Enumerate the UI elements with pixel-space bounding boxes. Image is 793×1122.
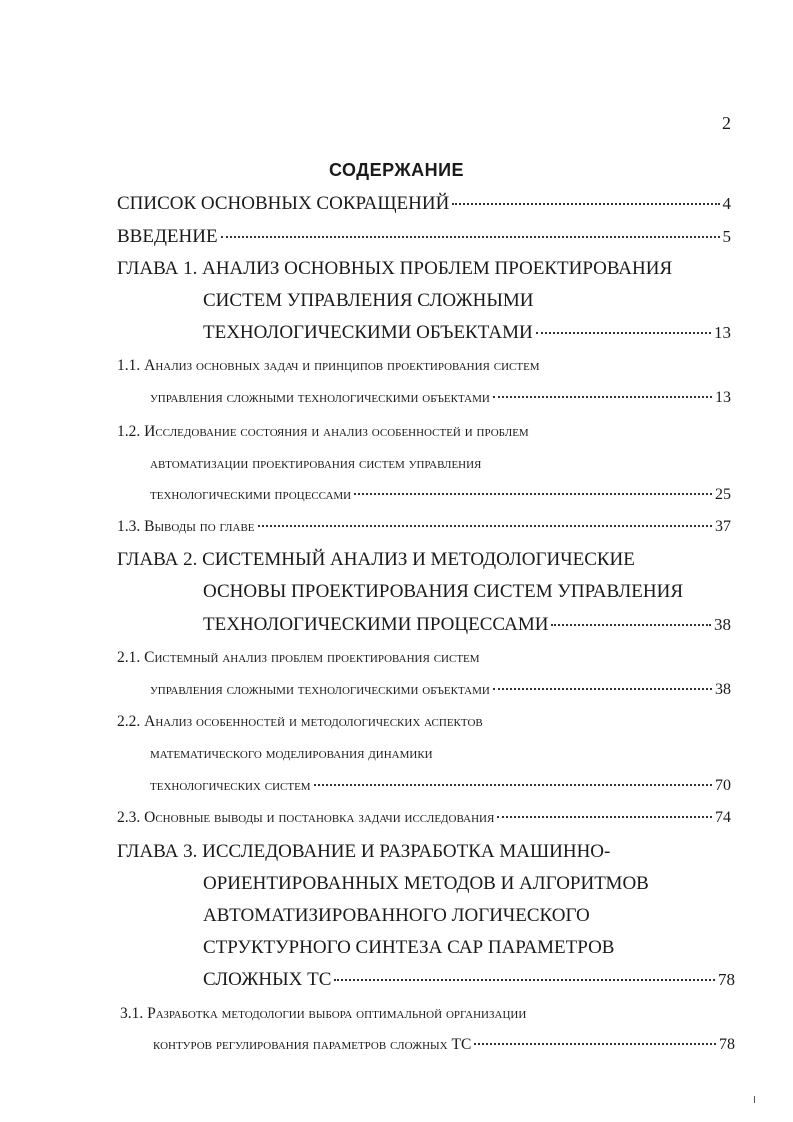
toc-entry [150,777,731,795]
toc-entry-page: 37 [715,518,731,535]
toc-entry-line [117,713,483,731]
toc-entry-text: 2.3. Основные выводы и постановка задачи исследования [117,809,495,826]
dot-leader [497,816,712,818]
toc-entry-line [117,841,610,863]
toc-entry-line [117,423,529,441]
toc-entry-text: ТЕХНОЛОГИЧЕСКИМИ ОБЪЕКТАМИ [203,322,533,343]
toc-entry-text: 2.1. Системный анализ проблем проектирования систем [117,649,480,666]
toc-entry-page: 70 [715,777,731,794]
toc-entry-text: ГЛАВА 3. ИССЛЕДОВАНИЕ И РАЗРАБОТКА МАШИННО- [117,841,611,862]
toc-entry [203,322,731,344]
toc-entry-line [117,649,480,667]
toc-entry-page: 78 [718,970,735,989]
toc-title: СОДЕРЖАНИЕ [328,160,465,180]
toc-entry-line [120,1005,526,1023]
toc-entry [117,226,731,248]
toc-entry-text: 1.3. Выводы по главе [117,518,255,535]
toc-entry-page: 4 [722,194,731,213]
dot-leader [493,688,712,690]
toc-entry [117,518,731,536]
toc-entry-line [117,549,635,571]
toc-entry-text: технологических систем [150,777,311,794]
toc-entry-page: 13 [715,389,731,406]
dot-leader [314,784,712,786]
dot-leader [452,203,719,205]
page-number: 2 [722,113,731,133]
toc-entry-line [150,745,433,763]
toc-entry-line [203,581,683,603]
dot-leader [551,624,711,626]
toc-entry-line [203,937,614,959]
toc-entry-line [203,905,590,927]
toc-entry [150,681,731,699]
toc-entry-text: ГЛАВА 2. СИСТЕМНЫЙ АНАЛИЗ И МЕТОДОЛОГИЧЕСКИЕ [117,549,635,570]
toc-entry [117,193,731,215]
toc-entry [203,969,735,991]
toc-entry-text: СПИСОК ОСНОВНЫХ СОКРАЩЕНИЙ [117,193,450,214]
dot-leader [354,493,712,495]
dot-leader [536,332,711,334]
toc-entry-text: ГЛАВА 1. АНАЛИЗ ОСНОВНЫХ ПРОБЛЕМ ПРОЕКТИРОВАНИЯ [117,258,673,279]
toc-entry [117,809,731,827]
toc-entry-text: ВВЕДЕНИЕ [117,226,218,247]
dot-leader [221,236,720,238]
toc-entry-page: 38 [714,615,731,634]
toc-entry-text: ОСНОВЫ ПРОЕКТИРОВАНИЯ СИСТЕМ УПРАВЛЕНИЯ [203,581,684,602]
toc-entry-line [117,258,672,280]
toc-entry-line [150,455,481,473]
toc-entry-text: ТЕХНОЛОГИЧЕСКИМИ ПРОЦЕССАМИ [203,614,549,635]
toc-entry [153,1036,735,1054]
toc-entry-text: СЛОЖНЫХ ТС [203,969,332,990]
toc-entry-line [203,873,649,895]
dot-leader [334,979,715,981]
dot-leader [493,396,712,398]
toc-entry-text: ОРИЕНТИРОВАННЫХ МЕТОДОВ И АЛГОРИТМОВ [203,873,649,894]
toc-entry-text: 1.2. Исследование состояния и анализ особенностей и проблем [117,423,529,440]
toc-entry-text: управления сложными технологическими объектами [150,389,490,406]
toc-entry-page: 78 [719,1036,735,1053]
dot-leader [474,1043,716,1045]
toc-entry-text: 1.1. Анализ основных задач и принципов проектирования систем [117,357,540,374]
dot-leader [258,525,712,527]
toc-entry-text: СИСТЕМ УПРАВЛЕНИЯ СЛОЖНЫМИ [203,290,534,311]
toc-entry-text: математического моделирования динамики [150,745,433,762]
toc-entry-page: 74 [715,809,731,826]
toc-entry-text: управления сложными технологическими объектами [150,681,490,698]
toc-entry [150,486,731,504]
toc-entry-text: автоматизации проектирования систем управления [150,455,482,472]
toc-entry [150,389,731,407]
scan-mark [754,1096,755,1103]
toc-entry-text: СТРУКТУРНОГО СИНТЕЗА САР ПАРАМЕТРОВ [203,937,615,958]
toc-entry-page: 38 [715,681,731,698]
toc-entry-text: контуров регулирования параметров сложных ТС [153,1036,472,1053]
toc-entry-text: технологическими процессами [150,486,352,503]
toc-entry-page: 13 [714,323,731,342]
toc-entry-page: 5 [722,227,731,246]
toc-entry-text: 3.1. Разработка методологии выбора оптимальной организации [120,1005,527,1022]
toc-entry-line [203,290,534,312]
toc-entry-text: 2.2. Анализ особенностей и методологических аспектов [117,713,483,730]
toc-entry-line [117,357,540,375]
toc-entry [203,614,731,636]
toc-entry-text: АВТОМАТИЗИРОВАННОГО ЛОГИЧЕСКОГО [203,905,590,926]
toc-entry-page: 25 [715,486,731,503]
